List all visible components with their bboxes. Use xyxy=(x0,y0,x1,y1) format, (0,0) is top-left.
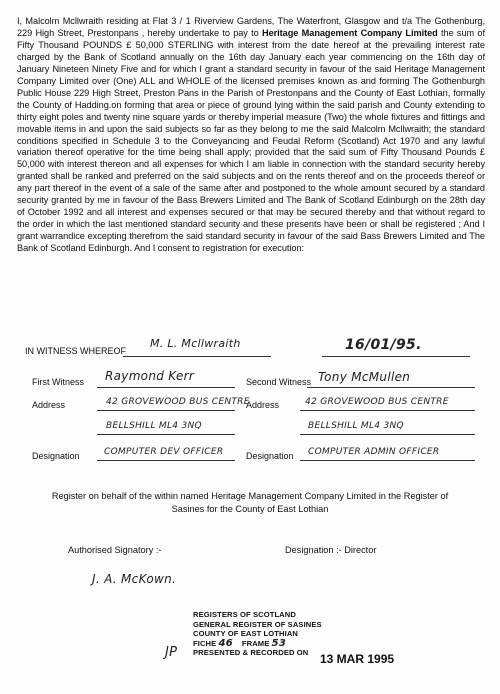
first-designation: COMPUTER DEV OFFICER xyxy=(104,447,224,457)
second-witness-line xyxy=(307,387,475,388)
second-witness-label: Second Witness xyxy=(246,377,312,387)
in-witness-label: IN WITNESS WHEREOF xyxy=(25,346,126,356)
stamp-line1: REGISTERS OF SCOTLAND xyxy=(193,610,296,619)
stamp-line3: COUNTY OF EAST LOTHIAN xyxy=(193,629,298,639)
deed-paragraph-intro: I, Malcolm Mcllwraith residing at Flat 3 / 1 Riverview Gardens, The Waterfront, Glasgow and t/a The Gothenburg, 229 High Street, Prestonpans , hereby undertake to pay to xyxy=(17,16,485,38)
signatory-designation-label: Designation :- Director xyxy=(285,545,377,555)
first-address-line1-rule xyxy=(97,410,235,411)
stamp-fiche-frame xyxy=(193,639,322,649)
first-address-line2-rule xyxy=(97,434,235,435)
second-designation-rule xyxy=(300,460,475,461)
registry-stamp xyxy=(193,610,322,658)
first-address-line2: BELLSHILL ML4 3NQ xyxy=(106,421,202,431)
second-witness-signature: Tony McMullen xyxy=(318,370,411,384)
stamp-frame-value: 53 xyxy=(271,637,287,649)
signature-line-main xyxy=(123,356,271,357)
date-line xyxy=(322,356,470,357)
first-witness-label: First Witness xyxy=(32,377,85,387)
authorised-signature: J. A. McKown. xyxy=(92,572,177,586)
date-handwritten: 16/01/95. xyxy=(345,337,422,353)
second-address-line1: 42 GROVEWOOD BUS CENTRE xyxy=(305,397,449,407)
stamp-frame-label: FRAME xyxy=(241,638,270,648)
stamp-initials: JP xyxy=(165,645,178,660)
second-address-label: Address xyxy=(246,400,280,410)
authorised-signatory-label: Authorised Signatory :- xyxy=(68,545,162,555)
stamp-date: 13 MAR 1995 xyxy=(320,652,395,666)
first-address-line1: 42 GROVEWOOD BUS CENTRE xyxy=(106,397,250,407)
beneficiary-name: Heritage Management Company Limited xyxy=(262,27,438,38)
second-designation-label: Designation xyxy=(246,451,294,461)
deed-body xyxy=(17,16,485,255)
register-note: Register on behalf of the within named Heritage Management Company Limited in the Register of Sasines for the County of East Lothian xyxy=(51,491,449,514)
first-designation-label: Designation xyxy=(32,451,80,461)
first-address-label: Address xyxy=(32,400,66,410)
stamp-line2: GENERAL REGISTER OF SASINES xyxy=(193,619,322,629)
stamp-fiche-label: FICHE xyxy=(193,638,217,648)
second-address-line1-rule xyxy=(300,410,475,411)
stamp-presented-label: PRESENTED & RECORDED ON xyxy=(193,648,309,658)
stamp-fiche-value: 46 xyxy=(218,637,234,649)
signature-main: M. L. Mcllwraith xyxy=(150,337,241,350)
first-witness-signature: Raymond Kerr xyxy=(105,369,195,383)
first-designation-rule xyxy=(97,460,235,461)
deed-paragraph-main: the sum of Fifty Thousand POUNDS £ 50,000 STERLING with interest from the date hereof at the prevailing interest rate charged by the Bank of Scotland annually on the 16th day January each year commencing on the 16th day of January Nineteen Ninety Five and for which I grant a standard security in favour of the said Heritage Management Company Limited over (One) ALL and WHOLE of the licensed premises known as and forming The Gothenburgh Public House 229 High Street, Preston Pans in the Parish of Prestonpans and the County of East Lothian, formally the County of Hadding.on forming that area or piece of ground lying within the said parish and County extending to thirty eight poles and twenty nine square yards or thereby imperial measure (Two) the whole fixtures and fittings and movable items in and upon the said subjects so far as they belong to me the said Malcolm Mcllwraith; the standard conditions specified in Schedule 3 to the Conveyancing and Feudal Reform (Scotland) Act 1970 and any lawful variation thereof operative for the time being shall apply; provided that the said sum of Fifty Thousand Pounds £ 50,000 with interest thereon and all expenses for which I am liable in connection with the standard security hereby granted shall be ranked and preferred on the said subjects and on the rents thereof and on the proceeds thereof or any part thereof in the event of a sale of the same after and postponed to the whole amount secured by a standard security granted by me in favour of the Bass Brewers Limited and The Bank of Scotland Edinburgh on the 28th day of October 1992 and all interest and expenses secured or that may be secured thereby and that without regard to the order in which the last mentioned standard security and these presents have been or shall be registered ; And I grant warrandice excepting therefrom the said standard security in favour of the said Bass Brewers Limited and The Bank of Scotland Edinburgh. And I consent to registration for execution: xyxy=(17,27,485,254)
first-witness-line xyxy=(97,387,235,388)
second-designation: COMPUTER ADMIN OFFICER xyxy=(308,447,440,457)
second-address-line2-rule xyxy=(300,434,475,435)
second-address-line2: BELLSHILL ML4 3NQ xyxy=(308,421,404,431)
